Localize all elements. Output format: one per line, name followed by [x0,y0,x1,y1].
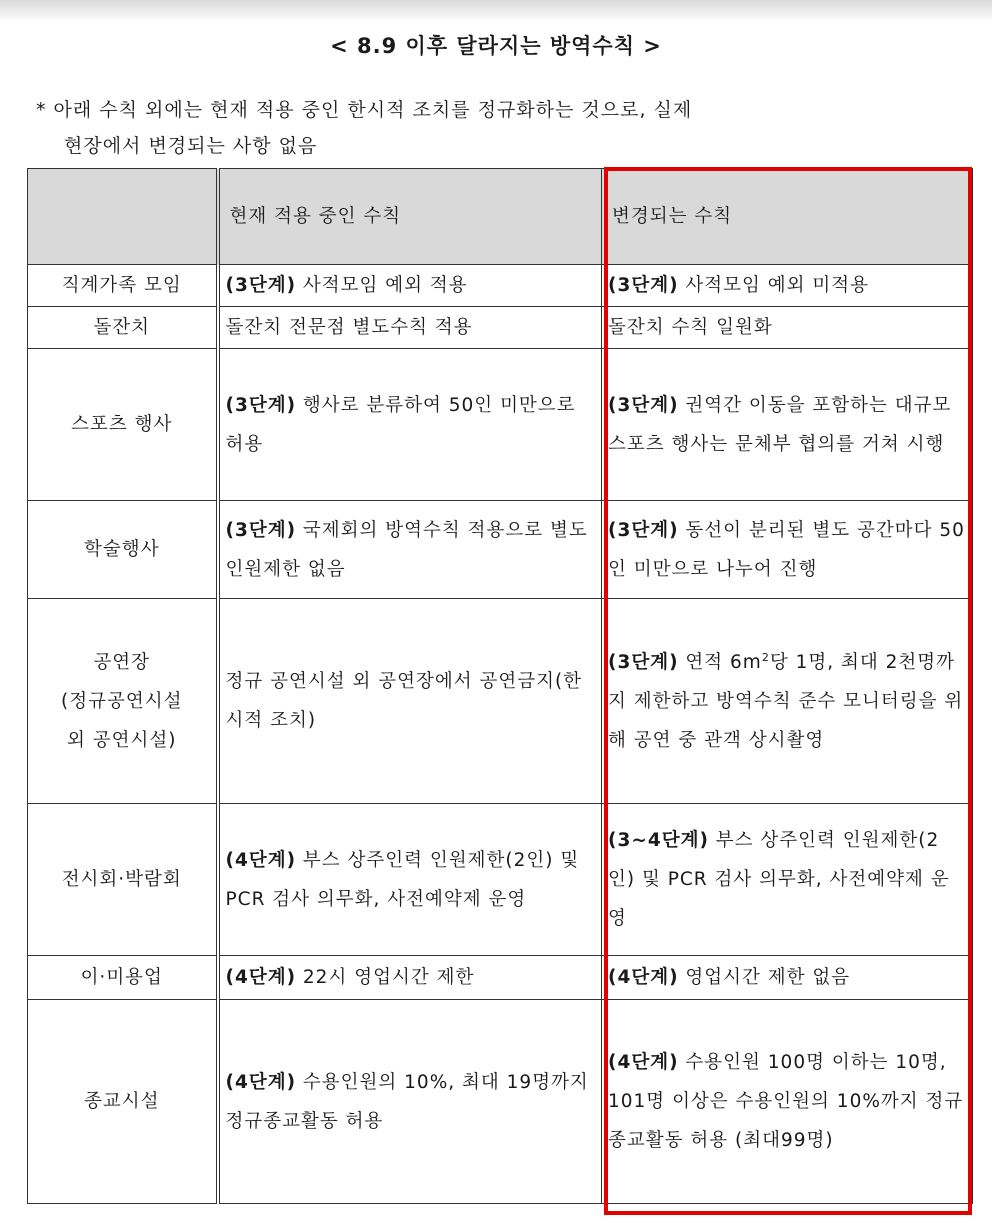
category-line: 공연장 [93,651,151,673]
stage-tag: (3단계) [225,394,297,416]
rule-text: 부스 상주인력 인원제한(2인) 및 PCR 검사 의무화, 사전예약제 운영 [225,849,580,910]
stage-tag: (3단계) [225,519,297,541]
row-changed [602,307,973,349]
table-row [28,265,973,307]
rule-text: 권역간 이동을 포함하는 대규모 스포츠 행사는 문체부 협의를 거쳐 시행 [608,394,952,455]
row-current [218,501,602,599]
row-category: 전시회·박람회 [28,804,218,956]
table-row [28,1000,973,1204]
category-line: 외 공연시설) [67,729,177,751]
row-category: 이·미용업 [28,956,218,1000]
row-changed [602,599,973,804]
rule-text: 22시 영업시간 제한 [296,967,475,988]
stage-tag: (3~4단계) [608,830,709,851]
top-shadow [0,0,992,22]
rule-text: 연적 6m [678,651,762,673]
row-category [28,599,218,804]
stage-tag: (3단계) [608,519,679,541]
row-changed [602,1000,973,1204]
note [36,92,976,164]
table-row [28,349,973,501]
superscript: 2 [761,650,770,664]
row-category: 학술행사 [28,501,218,599]
row-changed [602,956,973,1000]
category-line: (정규공연시설 [61,690,183,712]
stage-tag: (4단계) [608,1052,679,1073]
note-line-1: * 아래 수칙 외에는 현재 적용 중인 한시적 조치를 정규화하는 것으로, 실제 [36,99,693,121]
row-current [218,349,602,501]
rule-text: 사적모임 예외 적용 [296,275,468,296]
header-cell-category [28,169,218,265]
rule-text: 사적모임 예외 미적용 [678,275,870,296]
rule-text: 당 1명, 최대 2천명까지 제한하고 방역수칙 준수 모니터링을 위해 공연 중 관객 상시촬영 [608,651,964,751]
note-line-2: 현장에서 변경되는 사항 없음 [64,135,318,157]
row-changed [602,265,973,307]
stage-tag: (3단계) [608,394,679,416]
table-header-row [28,169,973,265]
rule-text: 국제회의 방역수칙 적용으로 별도 인원제한 없음 [225,519,588,580]
row-category: 종교시설 [28,1000,218,1204]
stage-tag: (4단계) [225,849,297,871]
stage-tag: (4단계) [608,967,679,988]
rule-text: 행사로 분류하여 50인 미만으로 허용 [225,394,576,455]
rule-text: 수용인원의 10%, 최대 19명까지 정규종교활동 허용 [225,1071,589,1132]
row-current [218,307,602,349]
rule-text: 부스 상주인력 인원제한(2인) 및 PCR 검사 의무화, 사전예약제 운영 [608,830,950,929]
row-category: 직계가족 모임 [28,265,218,307]
rule-text: 정규 공연시설 외 공연장에서 공연금지(한시적 조치) [225,671,583,731]
rule-text: 동선이 분리된 별도 공간마다 50인 미만으로 나누어 진행 [608,519,965,580]
row-current [218,599,602,804]
stage-tag: (4단계) [225,1071,297,1093]
rule-text: 영업시간 제한 없음 [678,967,851,988]
stage-tag: (3단계) [608,275,679,296]
table-row [28,599,973,804]
rule-text: 수용인원 100명 이하는 10명, 101명 이상은 수용인원의 10%까지 정규종교활동 허용 (최대99명) [608,1052,964,1151]
header-cell-current: 현재 적용 중인 수칙 [218,169,602,265]
row-current [218,265,602,307]
row-changed [602,804,973,956]
table-row [28,307,973,349]
rule-text: 돌잔치 수칙 일원화 [608,317,773,338]
row-current [218,1000,602,1204]
header-cell-changed: 변경되는 수칙 [602,169,973,265]
row-current [218,804,602,956]
rules-table [27,168,973,1204]
table-row [28,501,973,599]
stage-tag: (3단계) [608,651,679,673]
stage-tag: (3단계) [225,275,297,296]
table-row [28,956,973,1000]
row-category: 돌잔치 [28,307,218,349]
table-row [28,804,973,956]
document-title: < 8.9 이후 달라지는 방역수칙 > [330,34,662,58]
row-changed [602,501,973,599]
stage-tag: (4단계) [225,967,297,988]
row-category: 스포츠 행사 [28,349,218,501]
row-current [218,956,602,1000]
rule-text: 돌잔치 전문점 별도수칙 적용 [225,317,473,338]
row-changed [602,349,973,501]
